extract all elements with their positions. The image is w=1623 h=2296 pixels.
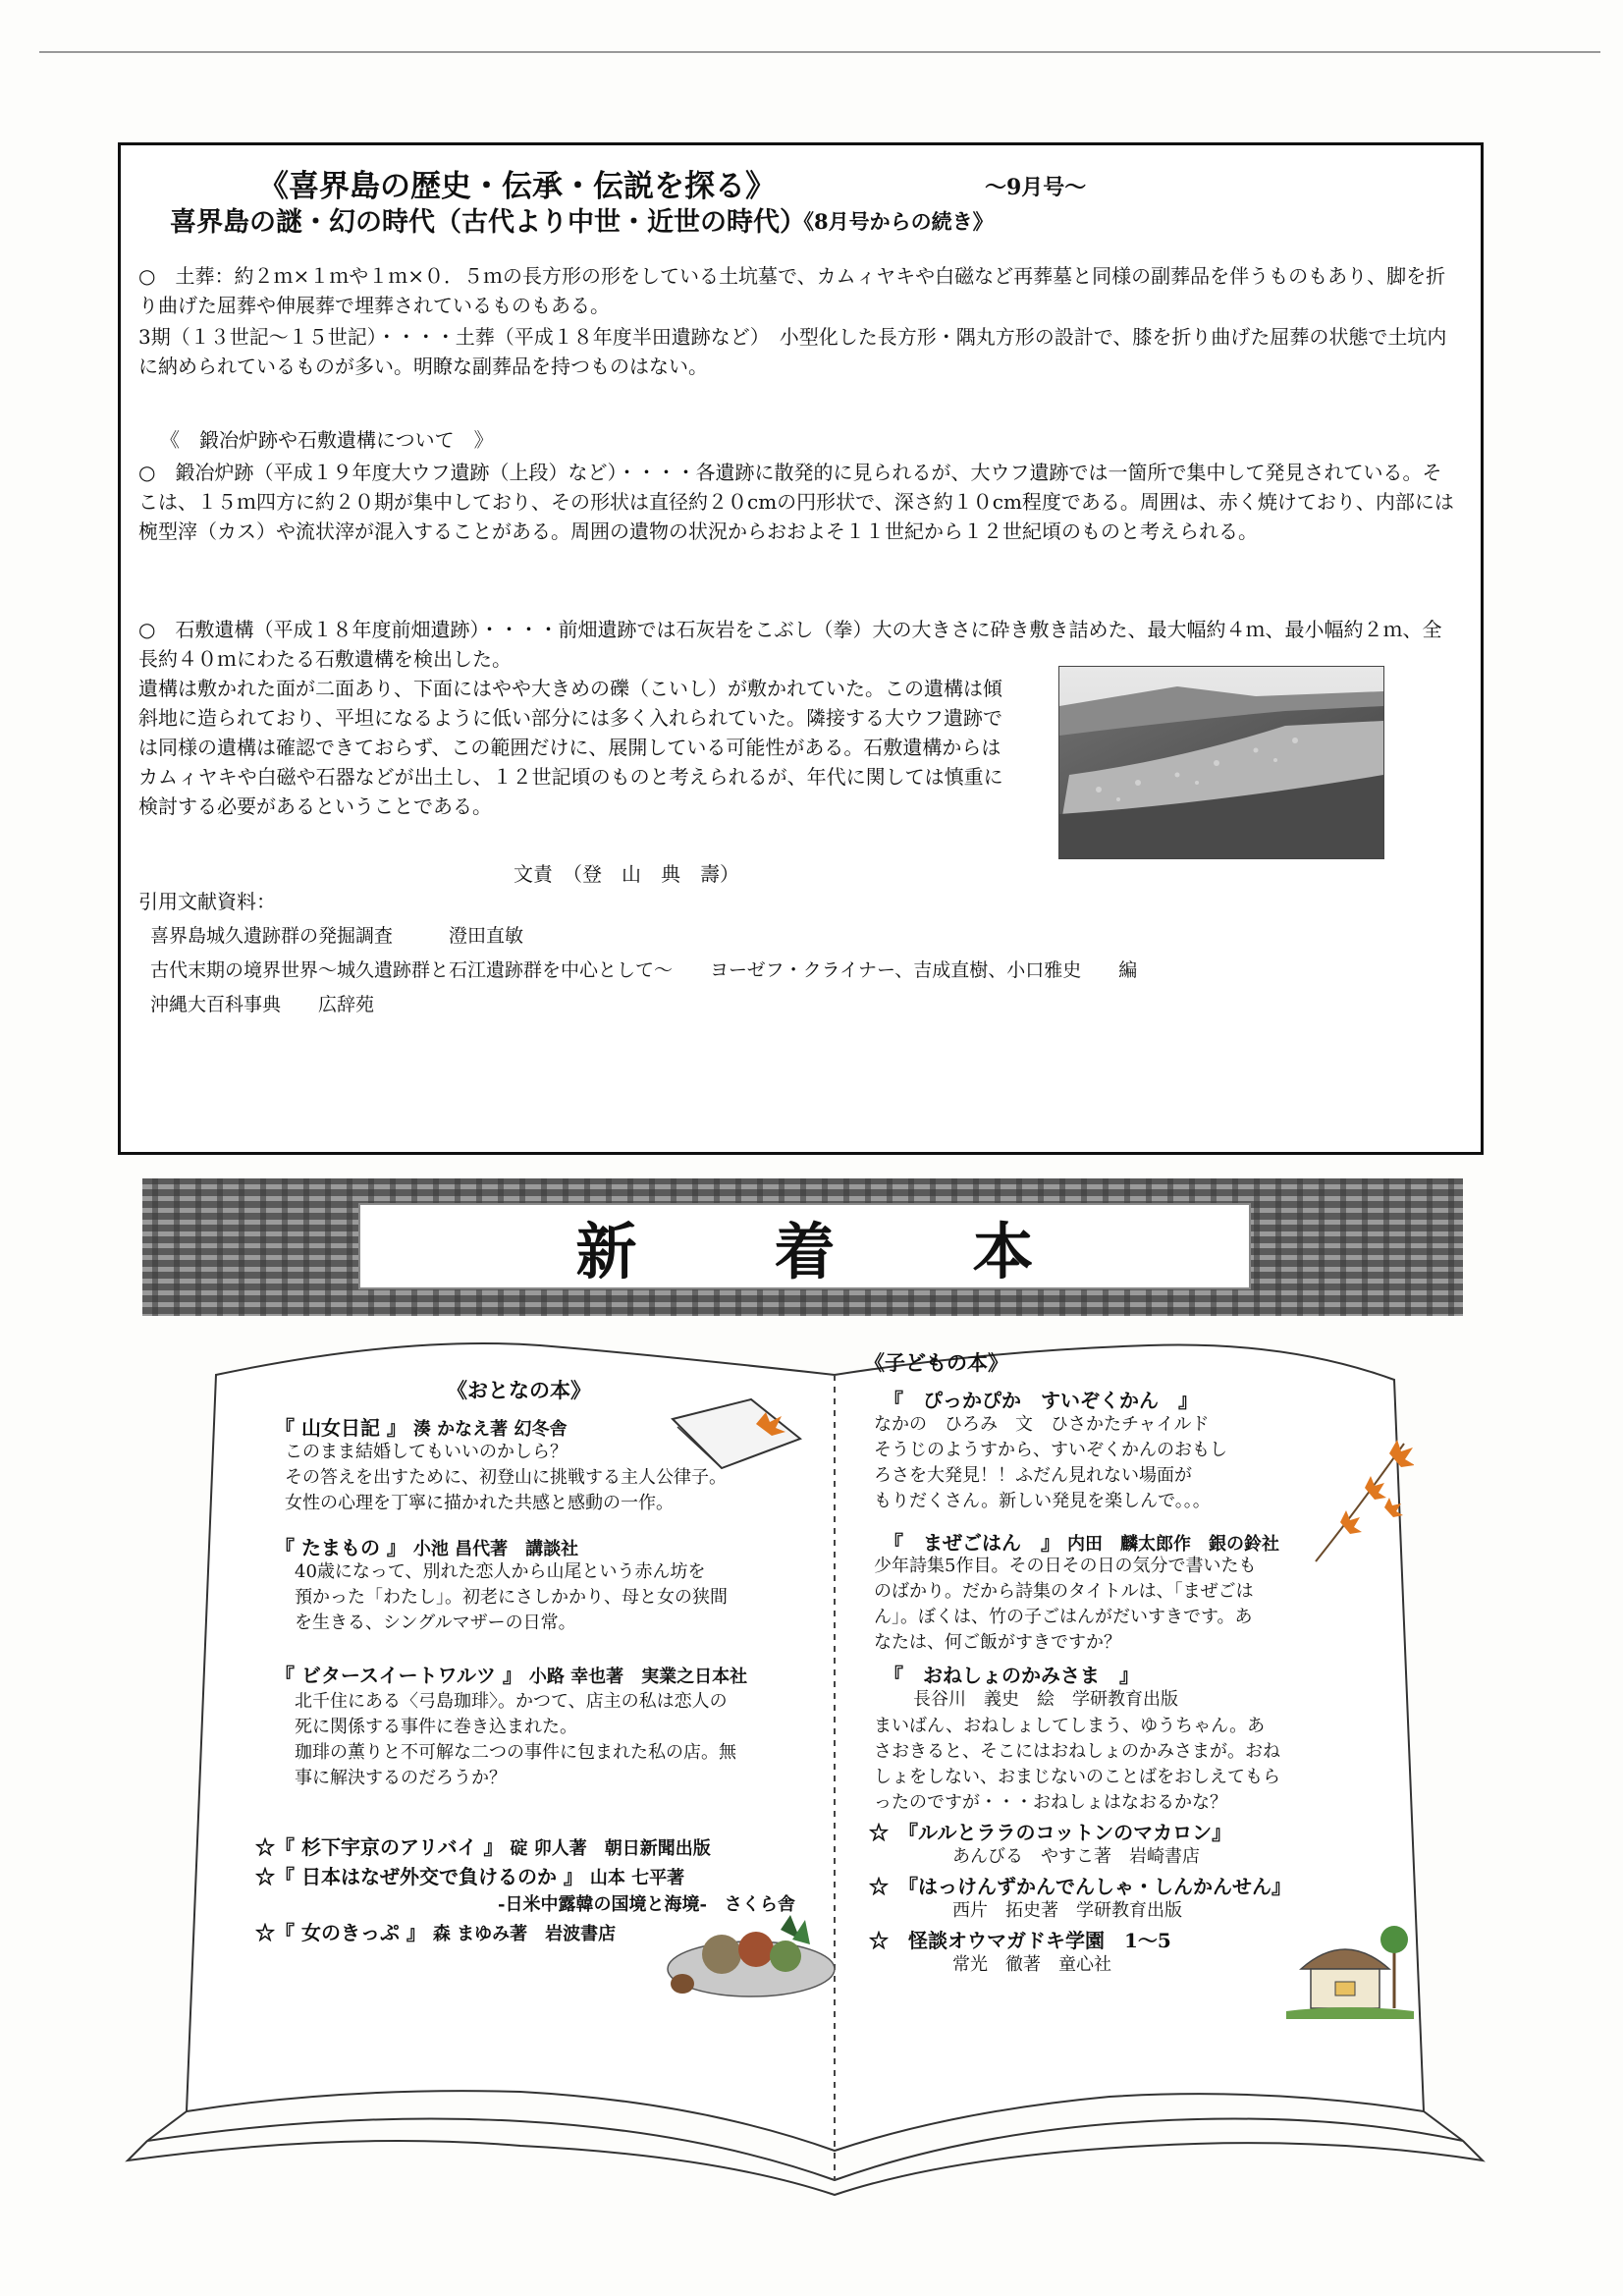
book-title: ☆ 怪談オウマガドキ学園 1～5 bbox=[869, 1929, 1171, 1952]
book-author: 小池 昌代著 講談社 bbox=[412, 1539, 579, 1559]
banner-title-box bbox=[358, 1203, 1251, 1289]
paragraph-forge: ○ 鍛冶炉跡（平成１９年度大ウフ遺跡（上段）など）・・・・各遺跡に散発的に見られるが、大ウフ遺跡では一箇所で集中して発見されている。そこは、１５ｍ四方に約２０期が集中しており、その形状は直径約２０cmの円形状で、深さ約１０cm程度である。周囲は、赤く焼けており、内部には椀型滓（カス）や流状滓が混入することがある。周囲の遺物の状況からおおよそ１１世紀から１２世紀頃のものと考えられる。 bbox=[138, 461, 1454, 543]
book-title: ☆『 日本はなぜ外交で負けるのか 』 bbox=[255, 1865, 583, 1888]
paragraph-stone-paving-detail: 遺構は敷かれた面が二面あり、下面にはやや大きめの礫（こいし）が敷かれていた。この遺構は傾斜地に造られており、平坦になるように低い部分には多く入れられていた。隣接する大ウフ遺跡では同様の遺構は確認できておらず、この範囲だけに、展開している可能性がある。石敷遺構からはカムィヤキや白磁や石器などが出土し、１２世記頃のものと考えられるが、年代に関しては慎重に検討する必要があるということである。 bbox=[138, 677, 1003, 818]
book-description: 40歳になって、別れた恋人から山尾という赤ん坊を 預かった「わたし」。初老にさしかかり、母と女の狭間 を生きる、シングルマザーの日常。 bbox=[295, 1561, 728, 1633]
book-title: 『 山女日記 』 bbox=[275, 1416, 406, 1440]
banner-stripe bbox=[1275, 1178, 1281, 1316]
adult-books-heading: 《おとなの本》 bbox=[447, 1378, 591, 1402]
book-author: 西片 拓史著 学研教育出版 bbox=[952, 1900, 1182, 1921]
child-book-title bbox=[884, 1385, 1198, 1413]
banner-stripe bbox=[1383, 1178, 1389, 1316]
banner-stripe bbox=[1297, 1178, 1303, 1316]
book-title: 『 たまもの 』 bbox=[275, 1536, 406, 1559]
article-subtitle: 喜界島の謎・幻の時代（古代より中世・近世の時代） bbox=[170, 207, 806, 238]
banner-stripe bbox=[1405, 1178, 1411, 1316]
book-author: あんびる やすこ著 岩崎書店 bbox=[952, 1846, 1200, 1867]
adult-extra-book bbox=[255, 1861, 684, 1889]
book-author: 長谷川 義史 絵 学研教育出版 bbox=[913, 1689, 1178, 1710]
book-author: 内田 麟太郎作 銀の鈴社 bbox=[1066, 1534, 1279, 1555]
book-title: 『 ぴっかぴか すいぞくかん 』 bbox=[884, 1389, 1198, 1412]
maple-leaf-icon bbox=[1306, 1434, 1414, 1571]
banner-stripe bbox=[325, 1178, 331, 1316]
book-author: 山本 七平著 bbox=[589, 1868, 685, 1888]
issue-label: ～9月号～ bbox=[985, 175, 1087, 200]
banner-stripe bbox=[1319, 1178, 1325, 1316]
open-book-illustration-icon bbox=[663, 1390, 810, 1478]
banner-stripe bbox=[152, 1178, 158, 1316]
banner-stripe bbox=[174, 1178, 180, 1316]
adult-book-title bbox=[275, 1660, 747, 1688]
adult-book-title bbox=[275, 1532, 578, 1560]
book-author: 森 まゆみ著 岩波書店 bbox=[432, 1924, 617, 1944]
reference-item: 喜界島城久遺跡群の発掘調査 澄田直敏 bbox=[150, 925, 524, 947]
history-article-box bbox=[118, 142, 1484, 1155]
child-extra-book bbox=[869, 1817, 1231, 1845]
book-title: 『 まぜごはん 』 bbox=[884, 1531, 1060, 1555]
banner-stripe bbox=[260, 1178, 266, 1316]
book-title: ☆『 杉下宇京のアリバイ 』 bbox=[255, 1835, 504, 1859]
book-description: このまま結婚してもいいのかしら？ その答えを出すために、初登山に挑戦する主人公律子。 女性の心理を丁寧に描かれた共感と感動の一作。 bbox=[285, 1442, 727, 1513]
banner-stripe bbox=[195, 1178, 201, 1316]
book-author: -日米中露韓の国境と海境- さくら舎 bbox=[497, 1894, 795, 1915]
banner-stripe bbox=[1448, 1178, 1454, 1316]
banner-stripe bbox=[1427, 1178, 1433, 1316]
author-credit: 文責 （登 山 典 壽） bbox=[514, 862, 739, 886]
book-description: そうじのようすから、すいぞくかんのおもし ろさを大発見！！ふだん見れない場面が もりだくさん。新しい発見を楽しんで。。。 bbox=[874, 1440, 1227, 1511]
banner-stripe bbox=[282, 1178, 288, 1316]
book-author: なかの ひろみ 文 ひさかたチャイルド bbox=[874, 1414, 1210, 1435]
excavation-photo bbox=[1058, 666, 1384, 859]
top-border-line bbox=[39, 51, 1600, 53]
paragraph-burial: ○ 土葬：約２ｍ×１ｍや１ｍ×０．５ｍの長方形の形をしている土坑墓で、カムィヤキや白磁など再葬墓と同様の副葬品を伴うものもあり、脚を折り曲げた屈葬や伸展葬で埋葬されているものもある。 bbox=[138, 264, 1446, 317]
banner-title: 新着本 bbox=[575, 1215, 1171, 1287]
house-illustration-icon bbox=[1286, 1915, 1414, 2023]
book-author: 湊 かなえ著 幻冬舎 bbox=[412, 1419, 568, 1440]
banner-stripe bbox=[1340, 1178, 1346, 1316]
child-extra-book bbox=[869, 1871, 1291, 1899]
child-books-heading: 《子どもの本》 bbox=[864, 1350, 1008, 1375]
reference-item: 古代末期の境界世界～城久遺跡群と石江遺跡群を中心として～ ヨーゼフ・クライナー、吉成直樹、小口雅史 編 bbox=[150, 959, 1138, 981]
book-author: 小路 幸也著 実業之日本社 bbox=[528, 1667, 748, 1687]
book-author: 碇 卯人著 朝日新聞出版 bbox=[510, 1838, 711, 1859]
banner-stripe bbox=[303, 1178, 309, 1316]
adult-extra-book bbox=[255, 1831, 711, 1860]
adult-extra-book bbox=[255, 1917, 616, 1945]
references-label: 引用文献資料： bbox=[138, 890, 276, 913]
reference-item: 沖縄大百科事典 広辞苑 bbox=[150, 994, 375, 1015]
child-book-title bbox=[884, 1660, 1139, 1688]
book-title: 『 ビタースイートワルツ 』 bbox=[275, 1664, 522, 1687]
book-description: 少年詩集5作目。その日その日の気分で書いたも のばかり。だから詩集のタイトルは、「まぜごは ん」。ぼくは、竹の子ごはんがだいすきです。あ なたは、何ご飯がすきですか？ bbox=[874, 1556, 1257, 1653]
banner-stripe bbox=[347, 1178, 352, 1316]
book-title: ☆ 『ルルとララのコットンのマカロン』 bbox=[869, 1821, 1232, 1844]
banner-stripe bbox=[1362, 1178, 1368, 1316]
book-author: 常光 徹著 童心社 bbox=[952, 1954, 1111, 1975]
food-illustration-icon bbox=[653, 1895, 849, 2003]
open-book-panel bbox=[108, 1336, 1502, 2200]
paragraph-stone-paving: ○ 石敷遺構（平成１８年度前畑遺跡）・・・・前畑遺跡では石灰岩をこぶし（拳）大の大きさに砕き敷き詰めた、最大幅約４ｍ、最小幅約２ｍ、全長約４０ｍにわたる石敷遺構を検出した。 bbox=[138, 618, 1442, 671]
banner-stripe bbox=[239, 1178, 244, 1316]
book-title bbox=[255, 1891, 491, 1915]
section-heading: 《 鍛冶炉跡や石敷遺構について 》 bbox=[160, 428, 494, 452]
banner-stripe bbox=[217, 1178, 223, 1316]
article-title: 《喜界島の歴史・伝承・伝説を探る》 bbox=[258, 169, 776, 204]
book-title: 『 おねしょのかみさま 』 bbox=[884, 1664, 1139, 1687]
book-description: 北千住にある〈弓島珈琲〉。かつて、店主の私は恋人の 死に関係する事件に巻き込まれた。 珈琲の薫りと不可解な二つの事件に包まれた私の店。無 事に解決するのだろうか？ bbox=[295, 1691, 736, 1788]
book-description: まいばん、おねしょしてしまう、ゆうちゃん。あ さおきると、そこにはおねしょのかみさまが。おね しょをしない、おまじないのことばをおしえてもら ったのですが・・・おねしょはなおるかな？ bbox=[874, 1716, 1280, 1813]
child-extra-book bbox=[869, 1925, 1171, 1953]
continued-note: 《8月号からの続き》 bbox=[793, 209, 994, 234]
banner-stripe bbox=[1254, 1178, 1260, 1316]
child-book-title bbox=[884, 1527, 1279, 1556]
book-title: ☆『 女のきっぷ 』 bbox=[255, 1921, 426, 1944]
paragraph-period3: 3期（１３世記～１５世記）・・・・土葬（平成１８年度半田遺跡など） 小型化した長方形・隅丸方形の設計で、膝を折り曲げた屈葬の状態で土坑内に納められているものが多い。明瞭な副葬品を持つものはない。 bbox=[138, 325, 1447, 378]
book-title: ☆ 『はっけんずかんでんしゃ・しんかんせん』 bbox=[869, 1875, 1291, 1898]
adult-book-title bbox=[275, 1412, 567, 1441]
